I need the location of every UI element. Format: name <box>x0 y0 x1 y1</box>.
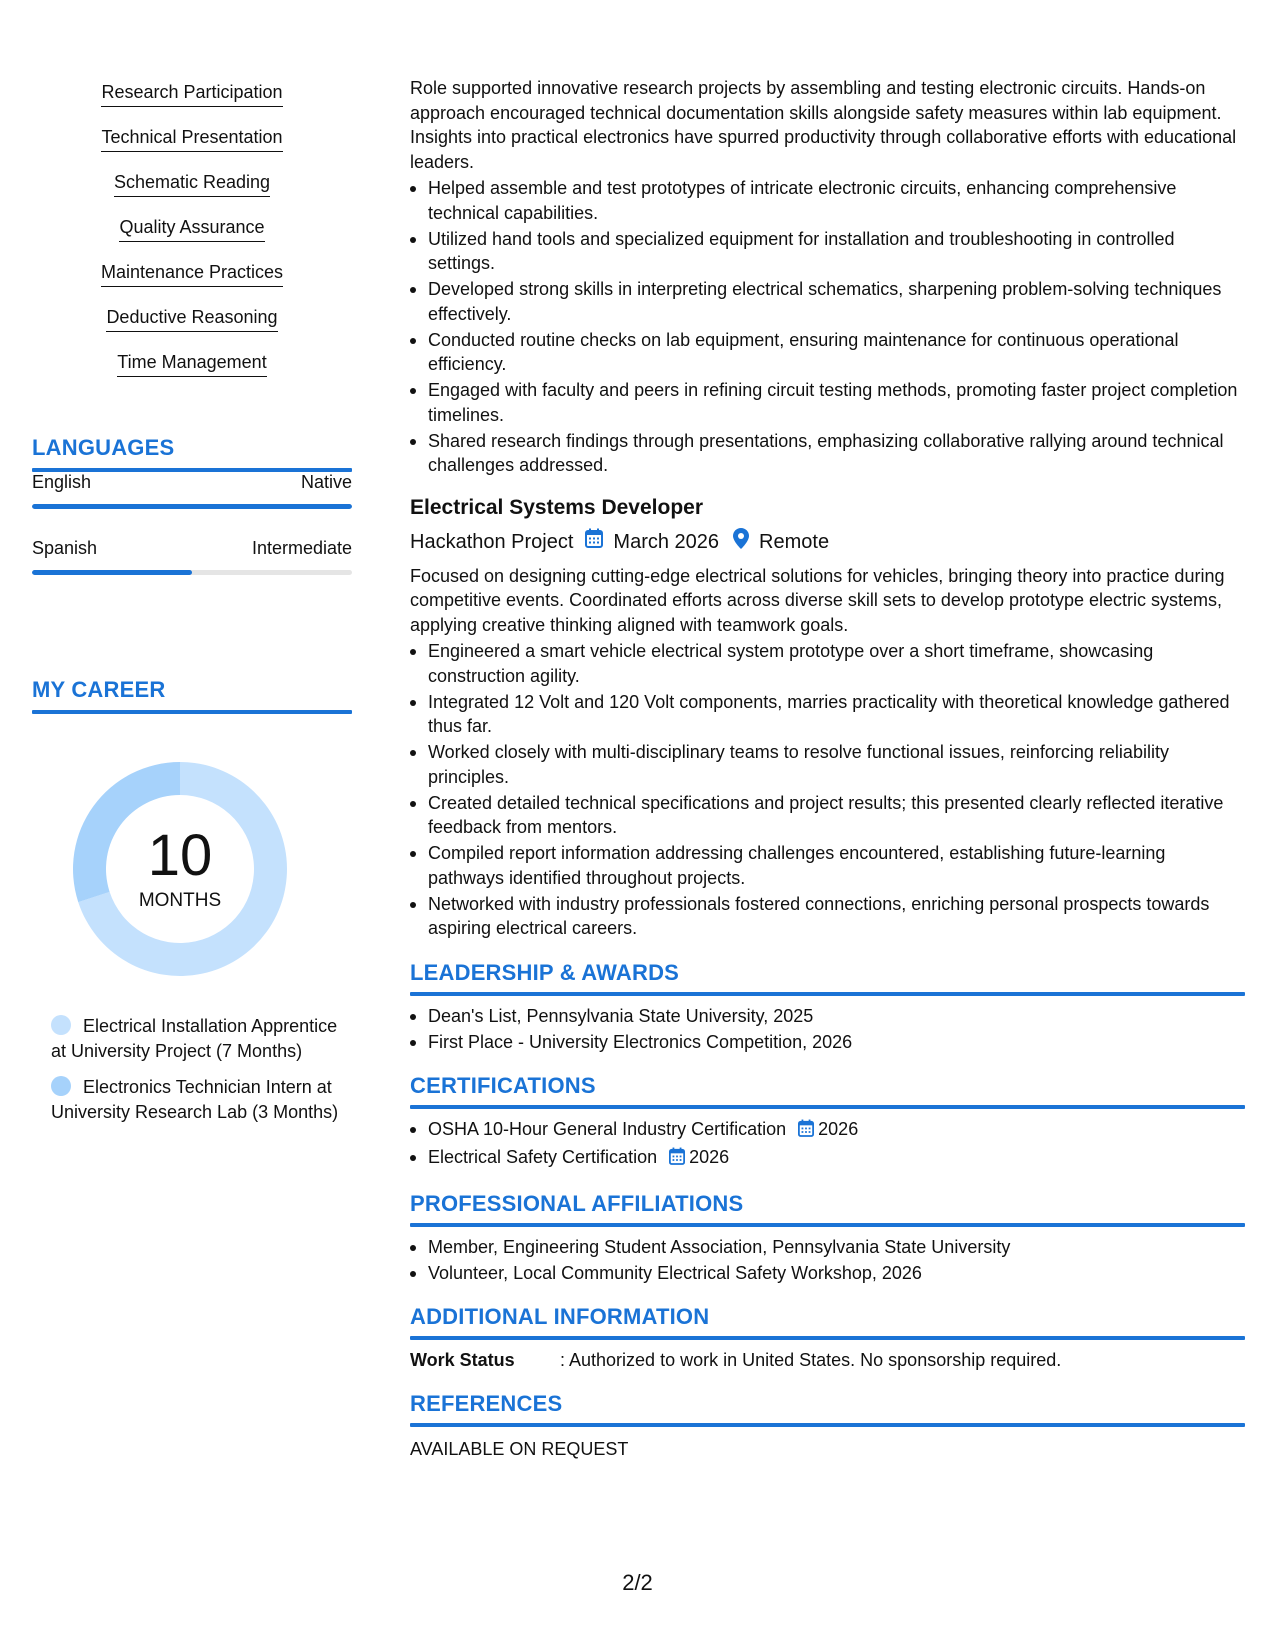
career-legend-label: Electrical Installation Apprentice at University Project (7 Months) <box>51 1016 338 1061</box>
info-row <box>410 1348 1245 1372</box>
section-divider <box>410 992 1245 996</box>
list-item <box>410 1145 1245 1172</box>
info-value: : Authorized to work in United States. No sponsorship required. <box>560 1350 1062 1370</box>
section-divider <box>410 1223 1245 1227</box>
language-name: Spanish <box>32 538 98 558</box>
career-title: MY CAREER <box>32 677 166 702</box>
affiliations-section <box>410 1190 1245 1286</box>
career-legend-item <box>51 1014 341 1063</box>
section-title: ADDITIONAL INFORMATION <box>410 1304 710 1329</box>
list-item: First Place - University Electronics Competition, 2026 <box>410 1030 1245 1055</box>
certification-year: 2026 <box>689 1147 730 1167</box>
job-date: March 2026 <box>613 530 720 553</box>
list-item: Networked with industry professionals fostered connections, enriching personal prospects towards aspiring electrical careers. <box>410 892 1245 941</box>
list-item: Integrated 12 Volt and 120 Volt components, marries practicality with theoretical knowledge gathered thus far. <box>410 690 1245 739</box>
experience-summary: Role supported innovative research projects by assembling and testing electronic circuits. Hands-on approach encouraged technical documentation skills alongside safety measures within lab equipment. Insights into practical electronics have spurred productivity through collaborative efforts with educational leaders. <box>410 78 1237 172</box>
career-legend-item <box>51 1075 341 1124</box>
experience-bullets <box>410 176 1245 478</box>
career-section <box>32 676 352 714</box>
calendar-icon <box>669 1147 685 1172</box>
list-item: Member, Engineering Student Association, Pennsylvania State University <box>410 1235 1245 1260</box>
list-item: Volunteer, Local Community Electrical Safety Workshop, 2026 <box>410 1261 1245 1286</box>
skill-item: Maintenance Practices <box>101 260 283 287</box>
job-organization: Hackathon Project <box>410 530 574 553</box>
skill-item: Technical Presentation <box>101 125 282 152</box>
legend-dot-icon <box>51 1076 71 1096</box>
list-item: Worked closely with multi-disciplinary teams to resolve functional issues, reinforcing reliability principles. <box>410 740 1245 789</box>
job-bullets <box>410 639 1245 941</box>
career-legend <box>51 1014 341 1136</box>
list-item: Engaged with faculty and peers in refining circuit testing methods, promoting faster project completion timelines. <box>410 378 1245 427</box>
section-divider <box>32 710 352 714</box>
language-proficiency-fill <box>32 570 192 575</box>
skill-item: Deductive Reasoning <box>106 305 277 332</box>
language-proficiency-fill <box>32 504 352 509</box>
language-english <box>32 470 352 509</box>
section-divider <box>410 1105 1245 1109</box>
career-donut-chart <box>67 756 293 982</box>
language-proficiency-bar <box>32 504 352 509</box>
leadership-section <box>410 959 1245 1055</box>
list-item: Dean's List, Pennsylvania State University, 2025 <box>410 1004 1245 1029</box>
job-title: Electrical Systems Developer <box>410 495 703 519</box>
left-column <box>32 80 352 1122</box>
list-item: Conducted routine checks on lab equipment, ensuring maintenance for continuous operational efficiency. <box>410 328 1245 377</box>
certification-year: 2026 <box>818 1119 859 1139</box>
references-section <box>410 1390 1245 1461</box>
list-item: Created detailed technical specifications and project results; this presented clearly reflected iterative feedback from mentors. <box>410 791 1245 840</box>
job-summary: Focused on designing cutting-edge electrical solutions for vehicles, bringing theory into practice during competitive events. Coordinated efforts across diverse skill sets to develop prototype electric systems, applying creative thinking aligned with teamwork goals. <box>410 565 1225 635</box>
section-title: CERTIFICATIONS <box>410 1073 596 1098</box>
section-title: LEADERSHIP & AWARDS <box>410 959 680 985</box>
section-divider <box>410 1336 1245 1340</box>
page-number: 2/2 <box>622 1570 653 1595</box>
language-proficiency-bar <box>32 570 352 575</box>
list-item: Shared research findings through presentations, emphasizing collaborative rallying around technical challenges addressed. <box>410 429 1245 478</box>
career-total-unit: MONTHS <box>138 890 222 911</box>
list-item: Helped assemble and test prototypes of intricate electronic circuits, enhancing comprehensive technical capabilities. <box>410 176 1245 225</box>
legend-dot-icon <box>51 1015 71 1035</box>
section-title: PROFESSIONAL AFFILIATIONS <box>410 1190 744 1216</box>
info-label: Work Status <box>410 1350 515 1370</box>
language-level: Native <box>300 472 352 492</box>
certification-name: OSHA 10-Hour General Industry Certification <box>428 1119 787 1139</box>
additional-info-section <box>410 1303 1245 1372</box>
skill-item: Schematic Reading <box>114 170 270 197</box>
section-title: REFERENCES <box>410 1391 563 1416</box>
calendar-icon <box>798 1119 814 1144</box>
location-pin-icon <box>733 528 749 556</box>
skill-item: Time Management <box>117 350 266 377</box>
languages-title: LANGUAGES <box>32 435 175 460</box>
job-location: Remote <box>759 530 830 553</box>
list-item <box>410 1117 1245 1144</box>
right-column <box>410 76 1245 1461</box>
career-total-number: 10 <box>147 823 213 888</box>
skill-item: Research Participation <box>101 80 282 107</box>
languages-section <box>32 434 352 472</box>
donut-center-label <box>67 756 293 982</box>
language-level: Intermediate <box>251 538 352 558</box>
language-spanish <box>32 536 352 575</box>
list-item: Utilized hand tools and specialized equipment for installation and troubleshooting in controlled settings. <box>410 227 1245 276</box>
job-meta <box>410 528 1245 556</box>
skill-item: Quality Assurance <box>119 215 264 242</box>
list-item: Engineered a smart vehicle electrical system prototype over a short timeframe, showcasing construction agility. <box>410 639 1245 688</box>
certification-name: Electrical Safety Certification <box>428 1147 658 1167</box>
language-name: English <box>32 472 92 492</box>
calendar-icon <box>585 528 603 555</box>
skills-list <box>32 80 352 377</box>
career-legend-label: Electronics Technician Intern at University Research Lab (3 Months) <box>51 1077 339 1122</box>
certifications-section <box>410 1072 1245 1172</box>
list-item: Developed strong skills in interpreting electrical schematics, sharpening problem-solving techniques effectively. <box>410 277 1245 326</box>
list-item: Compiled report information addressing challenges encountered, establishing future-learning pathways identified throughout projects. <box>410 841 1245 890</box>
section-divider <box>410 1423 1245 1427</box>
references-text: AVAILABLE ON REQUEST <box>410 1439 629 1459</box>
